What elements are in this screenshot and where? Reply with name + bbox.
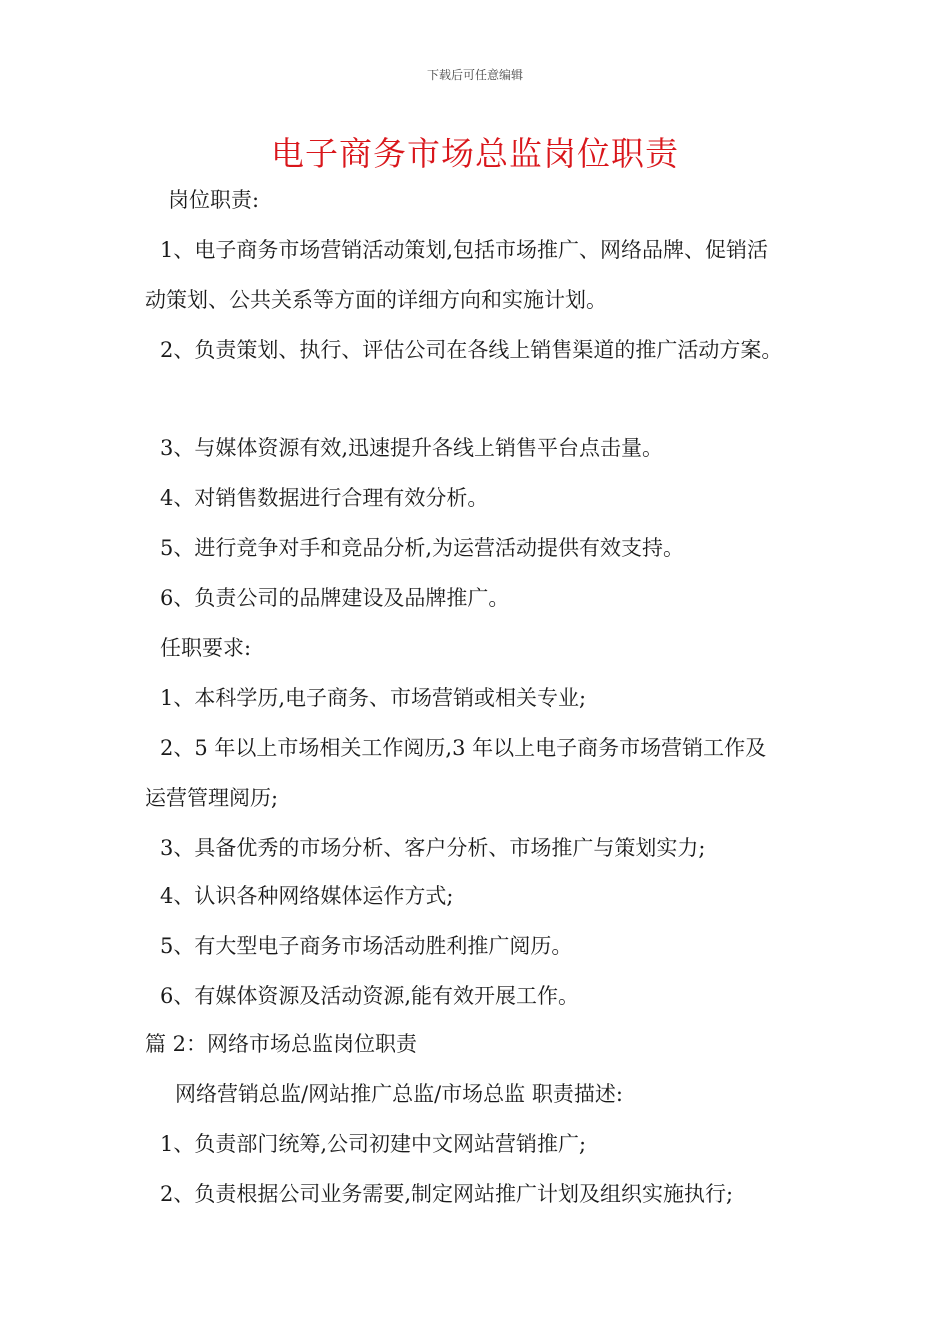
requirement-line: 2、5 年以上市场相关工作阅历,3 年以上电子商务市场营销工作及 <box>160 736 767 760</box>
job-description-heading: 网络营销总监/网站推广总监/市场总监 职责描述: <box>175 1082 623 1106</box>
header-note: 下载后可任意编辑 <box>426 68 523 82</box>
duty-line: 4、对销售数据进行合理有效分析。 <box>160 486 489 510</box>
duty-line: 2、负责策划、执行、评估公司在各线上销售渠道的推广活动方案。 <box>160 338 783 362</box>
duty-line: 动策划、公共关系等方面的详细方向和实施计划。 <box>145 288 607 312</box>
duty-line: 3、与媒体资源有效,迅速提升各线上销售平台点击量。 <box>160 436 664 460</box>
requirement-line: 运营管理阅历; <box>145 786 279 810</box>
section-heading-requirements: 任职要求: <box>160 636 252 660</box>
requirement-line: 4、认识各种网络媒体运作方式; <box>160 884 454 908</box>
section-heading-duties: 岗位职责: <box>168 188 260 212</box>
duty-line: 1、电子商务市场营销活动策划,包括市场推广、网络品牌、促销活 <box>160 238 769 262</box>
requirement-line: 3、具备优秀的市场分析、客户分析、市场推广与策划实力; <box>160 836 706 860</box>
document-title: 电子商务市场总监岗位职责 <box>271 134 679 173</box>
article-heading: 篇 2：网络市场总监岗位职责 <box>145 1032 418 1056</box>
description-line: 1、负责部门统筹,公司初建中文网站营销推广; <box>160 1132 587 1156</box>
requirement-line: 1、本科学历,电子商务、市场营销或相关专业; <box>160 686 587 710</box>
duty-line: 6、负责公司的品牌建设及品牌推广。 <box>160 586 510 610</box>
description-line: 2、负责根据公司业务需要,制定网站推广计划及组织实施执行; <box>160 1182 734 1206</box>
duty-line: 5、进行竞争对手和竞品分析,为运营活动提供有效支持。 <box>160 536 685 560</box>
requirement-line: 5、有大型电子商务市场活动胜利推广阅历。 <box>160 934 573 958</box>
requirement-line: 6、有媒体资源及活动资源,能有效开展工作。 <box>160 984 580 1008</box>
